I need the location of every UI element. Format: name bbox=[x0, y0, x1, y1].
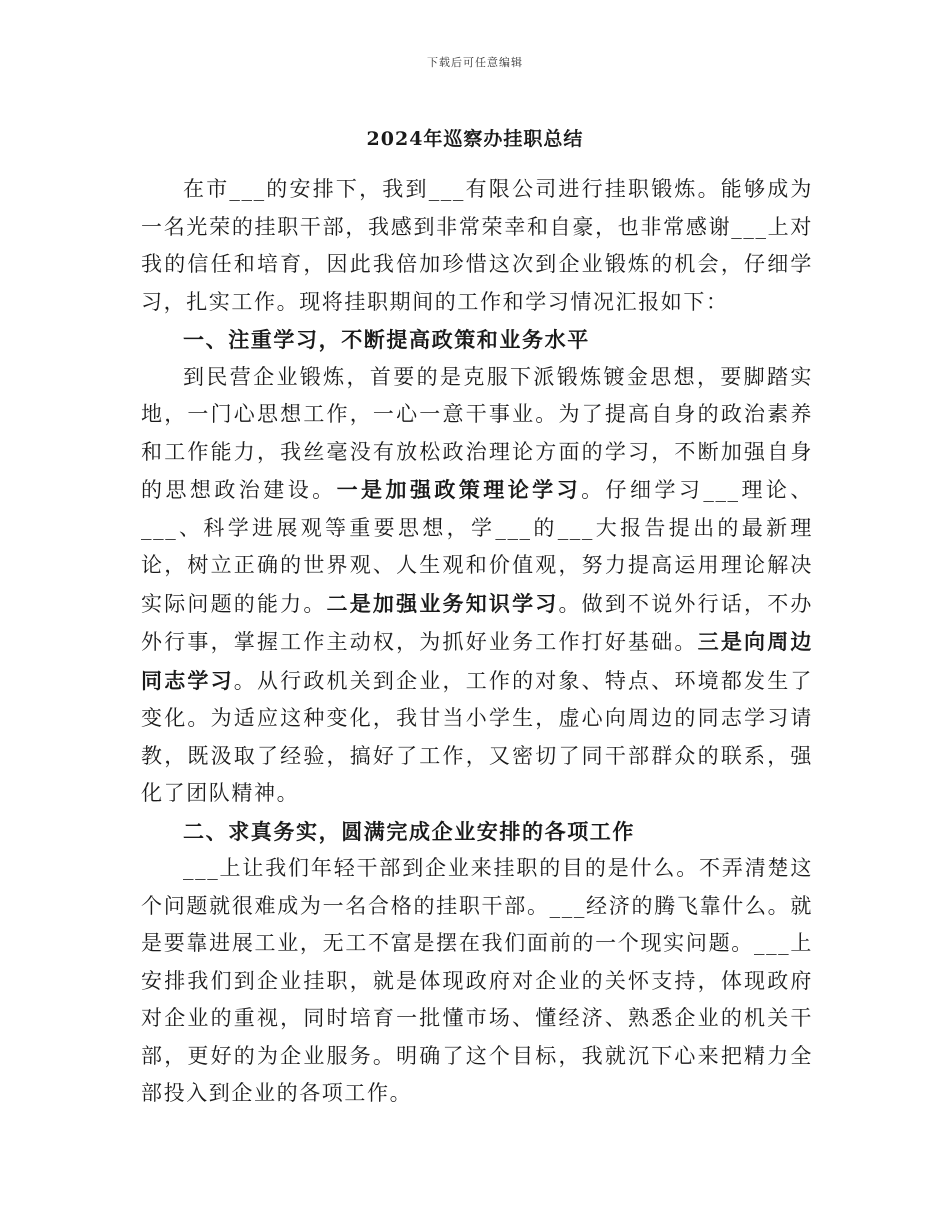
section-1-point-1: 一是加强政策理论学习 bbox=[336, 477, 582, 502]
section-1-point-2: 二是加强业务知识学习 bbox=[326, 590, 559, 616]
section-1-text-2: 。仔细学习___理论、___、科学进展观等重要思想，学___的___大报告提出的最新理论，树立正确的世界观、人生观和价值观，努力提高运用理论解决实际问题的能力。 bbox=[141, 478, 813, 616]
document-title: 2024年巡察办挂职总结 bbox=[366, 128, 584, 150]
section-1-paragraph bbox=[141, 359, 813, 813]
section-1-text-1: 到民营企业锻炼，首要的是克服下派锻炼镀金思想，要脚踏实地，一门心思想工作，一心一意干事业。为了提高自身的政治素养和工作能力，我丝毫没有放松政治理论方面的学习，不断加强自身的思想政治建设。 bbox=[141, 364, 813, 502]
section-1-text-3: 。做到不说外行话，不办外行事，掌握工作主动权，为抓好业务工作打好基础。 bbox=[141, 591, 813, 654]
section-1-text-4: 。从行政机关到企业，工作的对象、特点、环境都发生了变化。为适应这种变化，我甘当小学生，虚心向周边的同志学习请教，既汲取了经验，搞好了工作，又密切了同干部群众的联系，强化了团队精神。 bbox=[141, 668, 814, 805]
section-2-paragraph: ___上让我们年轻干部到企业来挂职的目的是什么。不弄清楚这个问题就很难成为一名合格的挂职干部。___经济的腾飞靠什么。就是要靠进展工业，无工不富是摆在我们面前的一个现实问题。___上安排我们到企业挂职，就是体现政府对企业的关怀支持，体现政府对企业的重视，同时培育一批懂市场、懂经济、熟悉企业的机关干部，更好的为企业服务。明确了这个目标，我就沉下心来把精力全部投入到企业的各项工作。 bbox=[141, 856, 813, 1105]
header-note: 下载后可任意编辑 bbox=[427, 56, 523, 69]
intro-paragraph: 在市___的安排下，我到___有限公司进行挂职锻炼。能够成为一名光荣的挂职干部，我感到非常荣幸和自豪，也非常感谢___上对我的信任和培育，因此我倍加珍惜这次到企业锻炼的机会，仔细学习，扎实工作。现将挂职期间的工作和学习情况汇报如下： bbox=[141, 177, 813, 314]
section-heading-2: 二、求真务实，圆满完成企业安排的各项工作 bbox=[183, 818, 635, 844]
section-1-point-3: 三是向周边同志学习 bbox=[141, 629, 813, 693]
section-heading-1: 一、注重学习，不断提高政策和业务水平 bbox=[183, 327, 590, 352]
document-body bbox=[141, 171, 813, 1113]
